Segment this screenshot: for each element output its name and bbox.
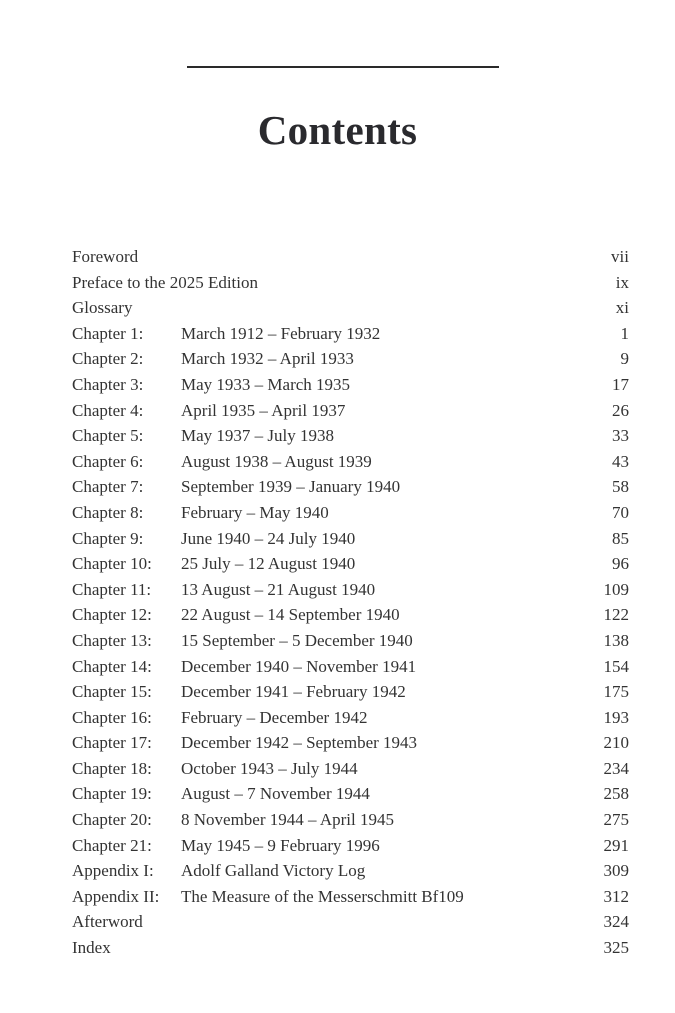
toc-entry[interactable] [72,730,629,756]
toc-entry-label: Chapter 21: [72,835,152,855]
toc-entry-page-number: 1 [620,323,629,343]
toc-entry-page-number: 291 [603,835,629,855]
toc-entry-label: Appendix II: [72,886,160,906]
toc-entry-label: Preface to the 2025 Edition [72,272,259,292]
toc-entry-label: Chapter 11: [72,579,152,599]
toc-entry-description: February – May 1940 [181,502,329,522]
toc-entry-label: Chapter 13: [72,630,152,650]
toc-entry-page-number: 17 [612,374,629,394]
toc-entry-page-number: 70 [612,502,629,522]
toc-entry-description: August – 7 November 1944 [181,784,370,804]
toc-entry-description: October 1943 – July 1944 [181,758,358,778]
toc-entry-page-number: 122 [603,605,629,625]
toc-entry-description: 15 September – 5 December 1940 [181,630,413,650]
toc-entry[interactable] [72,935,629,961]
toc-entry-label: Chapter 20: [72,810,152,830]
toc-entry-description: June 1940 – 24 July 1940 [181,528,356,548]
toc-entry-label: Chapter 3: [72,374,144,394]
toc-entry-description: 8 November 1944 – April 1945 [181,810,394,830]
toc-entry-page-number: 234 [603,758,629,778]
toc-entry-page-number: 85 [612,528,629,548]
toc-entry-page-number: 9 [620,349,629,369]
toc-entry-page-number: 193 [603,707,629,727]
toc-entry-description: December 1940 – November 1941 [181,656,417,676]
toc-entry-description: February – December 1942 [181,707,368,727]
toc-entry[interactable] [72,526,629,552]
toc-entry-page-number: 43 [612,451,629,471]
toc-entry-page-number: 258 [603,784,629,804]
toc-entry-label: Appendix I: [72,861,154,881]
toc-entry[interactable] [72,244,629,270]
toc-entry-label: Chapter 10: [72,554,152,574]
toc-entry-description: The Measure of the Messerschmitt Bf109 [181,886,464,906]
toc-entry-label: Foreword [72,247,139,266]
toc-entry[interactable] [72,398,629,424]
toc-entry-label: Chapter 4: [72,400,144,420]
toc-entry-page-number: 210 [603,733,629,753]
toc-entry-description: 25 July – 12 August 1940 [181,554,356,574]
toc-entry[interactable] [72,781,629,807]
toc-entry[interactable] [72,423,629,449]
toc-entry-description: Adolf Galland Victory Log [181,861,366,881]
toc-entry-page-number: 275 [603,810,629,830]
toc-entry[interactable] [72,577,629,603]
toc-entry[interactable] [72,500,629,526]
toc-entry-label: Chapter 12: [72,605,152,625]
toc-entry-description: May 1933 – March 1935 [181,374,351,394]
toc-entry-label: Chapter 5: [72,426,144,446]
toc-entry[interactable] [72,628,629,654]
toc-entry-label: Chapter 15: [72,682,152,702]
toc-entry-page-number: 309 [603,861,629,881]
toc-entry[interactable] [72,372,629,398]
toc-entry[interactable] [72,679,629,705]
toc-entry-label: Index [72,938,111,958]
toc-entry-label: Glossary [72,298,133,318]
toc-entry-description: August 1938 – August 1939 [181,451,372,471]
toc-entry[interactable] [72,474,629,500]
toc-entry-page-number: 312 [603,886,629,906]
toc-entry-description: 13 August – 21 August 1940 [181,579,376,599]
toc-entry-description: September 1939 – January 1940 [181,477,401,497]
toc-entry-description: May 1937 – July 1938 [181,426,334,446]
toc-entry-label: Chapter 8: [72,502,144,522]
toc-entry-label: Chapter 14: [72,656,152,676]
toc-entry[interactable] [72,909,629,935]
toc-entry[interactable] [72,346,629,372]
toc-entry-description: 22 August – 14 September 1940 [181,605,400,625]
toc-entry[interactable] [72,551,629,577]
toc-entry[interactable] [72,833,629,859]
toc-entry[interactable] [72,449,629,475]
toc-entry-label: Chapter 6: [72,451,144,471]
toc-entry-label: Chapter 2: [72,349,144,369]
toc-entry[interactable] [72,884,629,910]
table-of-contents [72,244,629,961]
toc-entry[interactable] [72,858,629,884]
toc-entry-page-number: ix [615,272,629,292]
toc-entry-label: Chapter 16: [72,707,152,727]
toc-entry-page-number: 324 [603,912,629,932]
toc-entry-page-number: 154 [603,656,629,676]
toc-entry[interactable] [72,321,629,347]
toc-entry[interactable] [72,807,629,833]
toc-entry[interactable] [72,602,629,628]
toc-entry-page-number: 58 [612,477,629,497]
toc-entry-description: December 1941 – February 1942 [181,682,406,702]
toc-entry-label: Chapter 9: [72,528,144,548]
toc-entry-label: Chapter 17: [72,733,152,753]
toc-entry-label: Chapter 19: [72,784,152,804]
toc-entry-page-number: 138 [603,630,629,650]
toc-entry-description: December 1942 – September 1943 [181,733,418,753]
toc-entry-page-number: 325 [603,938,629,958]
toc-entry-description: March 1932 – April 1933 [181,349,354,369]
toc-entry-label: Chapter 18: [72,758,152,778]
top-rule [187,66,499,68]
toc-entry-description: March 1912 – February 1932 [181,323,381,343]
toc-entry-label: Chapter 1: [72,323,144,343]
toc-entry-page-number: 33 [612,426,629,446]
toc-entry-page-number: 96 [612,554,629,574]
toc-entry[interactable] [72,654,629,680]
toc-entry[interactable] [72,756,629,782]
toc-entry-description: April 1935 – April 1937 [181,400,346,420]
toc-entry-page-number: 109 [603,579,629,599]
toc-entry-page-number: xi [615,298,629,318]
toc-entry-page-number: 175 [603,682,629,702]
page-title: Contents [257,107,418,153]
toc-entry-page-number: vii [611,247,629,266]
toc-entry[interactable] [72,270,629,296]
toc-entry-description: May 1945 – 9 February 1996 [181,835,380,855]
toc-entry-label: Afterword [72,912,143,932]
toc-entry-page-number: 26 [612,400,629,420]
toc-entry[interactable] [72,295,629,321]
toc-entry[interactable] [72,705,629,731]
toc-entry-label: Chapter 7: [72,477,144,497]
